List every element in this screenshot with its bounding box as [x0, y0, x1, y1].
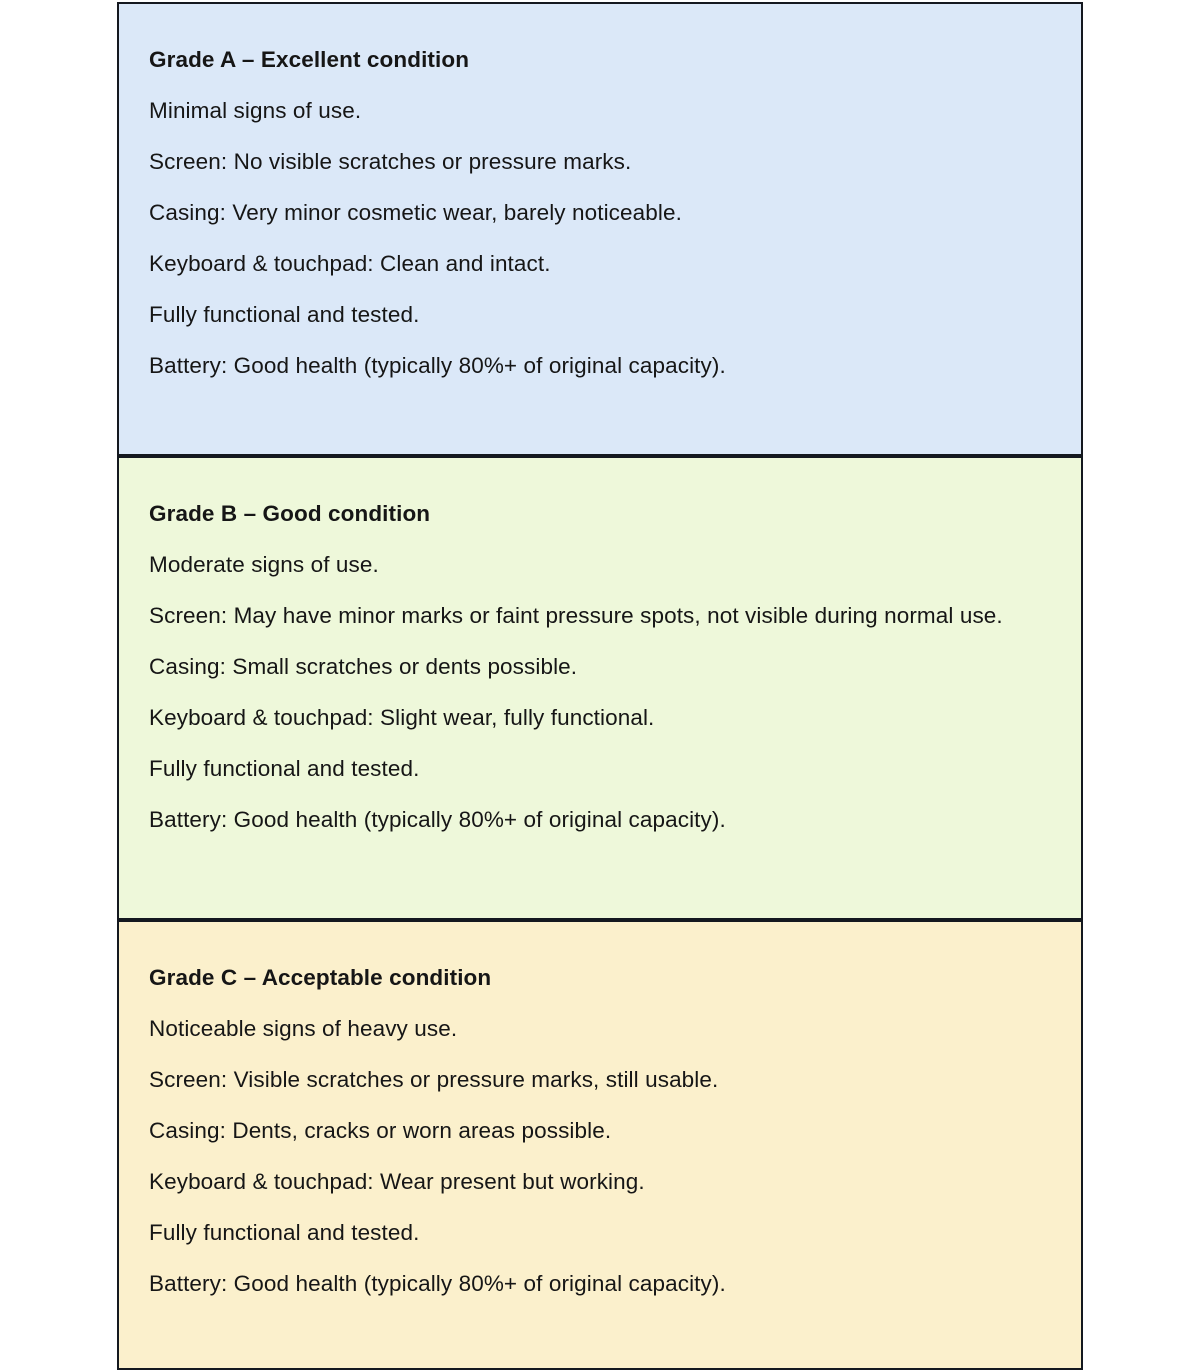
grade-b-line-keyboard: Keyboard & touchpad: Slight wear, fully functional.: [149, 705, 655, 730]
grade-c-title: Grade C – Acceptable condition: [149, 965, 492, 990]
grade-a-line-battery: Battery: Good health (typically 80%+ of original capacity).: [149, 353, 726, 378]
grade-b-line-casing: Casing: Small scratches or dents possible.: [149, 654, 578, 679]
grade-c-line-screen: Screen: Visible scratches or pressure marks, still usable.: [149, 1067, 719, 1092]
grade-b-panel: [117, 456, 1083, 920]
grade-a-line-overview: Minimal signs of use.: [149, 98, 362, 123]
grade-a-line-screen: Screen: No visible scratches or pressure marks.: [149, 149, 632, 174]
grade-a-line-functional: Fully functional and tested.: [149, 302, 420, 327]
grade-c-panel: [117, 920, 1083, 1370]
grade-a-line-keyboard: Keyboard & touchpad: Clean and intact.: [149, 251, 551, 276]
grade-a-title: Grade A – Excellent condition: [149, 47, 470, 72]
grade-c-line-functional: Fully functional and tested.: [149, 1220, 420, 1245]
grade-c-line-overview: Noticeable signs of heavy use.: [149, 1016, 458, 1041]
grade-c-line-casing: Casing: Dents, cracks or worn areas possible.: [149, 1118, 612, 1143]
grading-panels-page: [117, 0, 1083, 1370]
grade-a-panel: [117, 2, 1083, 456]
grade-b-line-overview: Moderate signs of use.: [149, 552, 379, 577]
grade-c-line-battery: Battery: Good health (typically 80%+ of original capacity).: [149, 1271, 726, 1296]
grade-b-line-functional: Fully functional and tested.: [149, 756, 420, 781]
grade-b-line-battery: Battery: Good health (typically 80%+ of original capacity).: [149, 807, 726, 832]
grade-b-line-screen: Screen: May have minor marks or faint pressure spots, not visible during normal use.: [149, 603, 1003, 628]
grade-a-line-casing: Casing: Very minor cosmetic wear, barely noticeable.: [149, 200, 682, 225]
grade-c-line-keyboard: Keyboard & touchpad: Wear present but working.: [149, 1169, 645, 1194]
grade-b-title: Grade B – Good condition: [149, 501, 431, 526]
